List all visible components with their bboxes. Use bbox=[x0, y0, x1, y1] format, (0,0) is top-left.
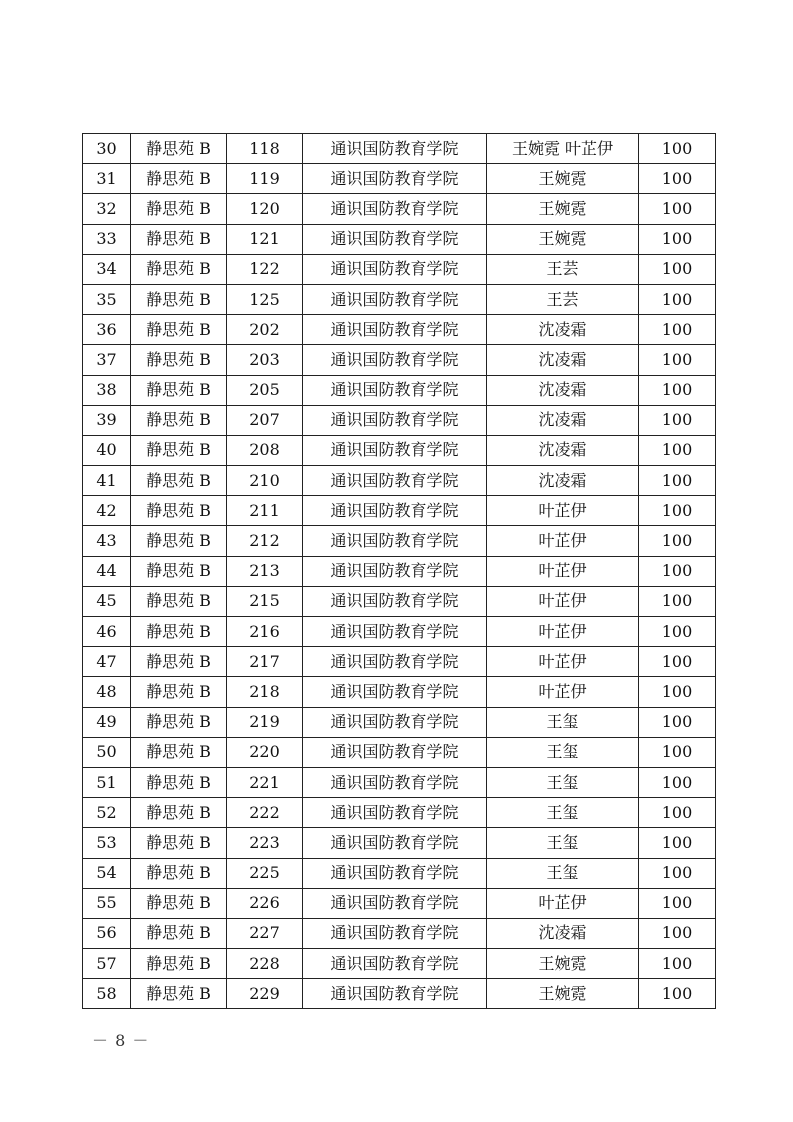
room-number-cell: 219 bbox=[227, 707, 303, 737]
table-row bbox=[83, 888, 716, 918]
building-cell: 静思苑 B bbox=[131, 828, 227, 858]
building-cell: 静思苑 B bbox=[131, 284, 227, 314]
score-cell: 100 bbox=[639, 526, 716, 556]
name-cell: 沈凌霜 bbox=[487, 345, 639, 375]
score-cell: 100 bbox=[639, 496, 716, 526]
room-number-cell: 228 bbox=[227, 949, 303, 979]
name-cell: 王玺 bbox=[487, 707, 639, 737]
building-cell: 静思苑 B bbox=[131, 345, 227, 375]
score-cell: 100 bbox=[639, 737, 716, 767]
college-cell: 通识国防教育学院 bbox=[303, 647, 487, 677]
room-number-cell: 122 bbox=[227, 254, 303, 284]
building-cell: 静思苑 B bbox=[131, 949, 227, 979]
name-cell: 叶芷伊 bbox=[487, 556, 639, 586]
building-cell: 静思苑 B bbox=[131, 435, 227, 465]
college-cell: 通识国防教育学院 bbox=[303, 345, 487, 375]
name-cell: 叶芷伊 bbox=[487, 677, 639, 707]
score-cell: 100 bbox=[639, 466, 716, 496]
name-cell: 王芸 bbox=[487, 254, 639, 284]
name-cell: 沈凌霜 bbox=[487, 315, 639, 345]
row-index-cell: 53 bbox=[83, 828, 131, 858]
row-index-cell: 46 bbox=[83, 617, 131, 647]
name-cell: 王婉霓 bbox=[487, 164, 639, 194]
name-cell: 王玺 bbox=[487, 858, 639, 888]
row-index-cell: 51 bbox=[83, 767, 131, 797]
building-cell: 静思苑 B bbox=[131, 677, 227, 707]
college-cell: 通识国防教育学院 bbox=[303, 858, 487, 888]
name-cell: 王婉霓 bbox=[487, 224, 639, 254]
table-row bbox=[83, 647, 716, 677]
row-index-cell: 32 bbox=[83, 194, 131, 224]
row-index-cell: 44 bbox=[83, 556, 131, 586]
table-row bbox=[83, 345, 716, 375]
score-cell: 100 bbox=[639, 134, 716, 164]
room-number-cell: 121 bbox=[227, 224, 303, 254]
name-cell: 叶芷伊 bbox=[487, 496, 639, 526]
name-cell: 沈凌霜 bbox=[487, 918, 639, 948]
room-number-cell: 208 bbox=[227, 435, 303, 465]
score-cell: 100 bbox=[639, 707, 716, 737]
room-number-cell: 227 bbox=[227, 918, 303, 948]
score-cell: 100 bbox=[639, 164, 716, 194]
row-index-cell: 37 bbox=[83, 345, 131, 375]
college-cell: 通识国防教育学院 bbox=[303, 798, 487, 828]
row-index-cell: 43 bbox=[83, 526, 131, 556]
building-cell: 静思苑 B bbox=[131, 375, 227, 405]
room-number-cell: 229 bbox=[227, 979, 303, 1009]
name-cell: 叶芷伊 bbox=[487, 617, 639, 647]
college-cell: 通识国防教育学院 bbox=[303, 707, 487, 737]
table-row bbox=[83, 405, 716, 435]
table-row bbox=[83, 224, 716, 254]
building-cell: 静思苑 B bbox=[131, 858, 227, 888]
college-cell: 通识国防教育学院 bbox=[303, 737, 487, 767]
row-index-cell: 36 bbox=[83, 315, 131, 345]
score-cell: 100 bbox=[639, 556, 716, 586]
building-cell: 静思苑 B bbox=[131, 164, 227, 194]
college-cell: 通识国防教育学院 bbox=[303, 224, 487, 254]
score-cell: 100 bbox=[639, 858, 716, 888]
table-row bbox=[83, 254, 716, 284]
score-cell: 100 bbox=[639, 254, 716, 284]
name-cell: 沈凌霜 bbox=[487, 405, 639, 435]
building-cell: 静思苑 B bbox=[131, 647, 227, 677]
building-cell: 静思苑 B bbox=[131, 405, 227, 435]
room-number-cell: 125 bbox=[227, 284, 303, 314]
college-cell: 通识国防教育学院 bbox=[303, 134, 487, 164]
name-cell: 王婉霓 bbox=[487, 979, 639, 1009]
table-row bbox=[83, 556, 716, 586]
building-cell: 静思苑 B bbox=[131, 767, 227, 797]
table-row bbox=[83, 496, 716, 526]
row-index-cell: 56 bbox=[83, 918, 131, 948]
room-number-cell: 217 bbox=[227, 647, 303, 677]
building-cell: 静思苑 B bbox=[131, 617, 227, 647]
score-cell: 100 bbox=[639, 949, 716, 979]
table-row bbox=[83, 617, 716, 647]
score-cell: 100 bbox=[639, 918, 716, 948]
table-row bbox=[83, 707, 716, 737]
row-index-cell: 31 bbox=[83, 164, 131, 194]
college-cell: 通识国防教育学院 bbox=[303, 496, 487, 526]
score-cell: 100 bbox=[639, 284, 716, 314]
score-cell: 100 bbox=[639, 345, 716, 375]
college-cell: 通识国防教育学院 bbox=[303, 194, 487, 224]
room-number-cell: 216 bbox=[227, 617, 303, 647]
name-cell: 王玺 bbox=[487, 798, 639, 828]
row-index-cell: 50 bbox=[83, 737, 131, 767]
table-row bbox=[83, 375, 716, 405]
table-row bbox=[83, 194, 716, 224]
score-cell: 100 bbox=[639, 767, 716, 797]
room-number-cell: 207 bbox=[227, 405, 303, 435]
room-number-cell: 221 bbox=[227, 767, 303, 797]
table-row bbox=[83, 586, 716, 616]
name-cell: 沈凌霜 bbox=[487, 466, 639, 496]
table-row bbox=[83, 677, 716, 707]
college-cell: 通识国防教育学院 bbox=[303, 405, 487, 435]
building-cell: 静思苑 B bbox=[131, 254, 227, 284]
score-cell: 100 bbox=[639, 617, 716, 647]
name-cell: 沈凌霜 bbox=[487, 375, 639, 405]
score-cell: 100 bbox=[639, 677, 716, 707]
name-cell: 叶芷伊 bbox=[487, 586, 639, 616]
college-cell: 通识国防教育学院 bbox=[303, 828, 487, 858]
room-number-cell: 215 bbox=[227, 586, 303, 616]
building-cell: 静思苑 B bbox=[131, 586, 227, 616]
college-cell: 通识国防教育学院 bbox=[303, 888, 487, 918]
room-number-cell: 225 bbox=[227, 858, 303, 888]
name-cell: 叶芷伊 bbox=[487, 647, 639, 677]
dormitory-table bbox=[82, 133, 716, 1009]
score-cell: 100 bbox=[639, 888, 716, 918]
table-row bbox=[83, 767, 716, 797]
row-index-cell: 38 bbox=[83, 375, 131, 405]
building-cell: 静思苑 B bbox=[131, 798, 227, 828]
score-cell: 100 bbox=[639, 647, 716, 677]
room-number-cell: 118 bbox=[227, 134, 303, 164]
room-number-cell: 218 bbox=[227, 677, 303, 707]
college-cell: 通识国防教育学院 bbox=[303, 435, 487, 465]
table-row bbox=[83, 466, 716, 496]
room-number-cell: 212 bbox=[227, 526, 303, 556]
college-cell: 通识国防教育学院 bbox=[303, 164, 487, 194]
score-cell: 100 bbox=[639, 405, 716, 435]
college-cell: 通识国防教育学院 bbox=[303, 617, 487, 647]
score-cell: 100 bbox=[639, 315, 716, 345]
building-cell: 静思苑 B bbox=[131, 496, 227, 526]
row-index-cell: 49 bbox=[83, 707, 131, 737]
building-cell: 静思苑 B bbox=[131, 315, 227, 345]
room-number-cell: 223 bbox=[227, 828, 303, 858]
table-row bbox=[83, 949, 716, 979]
row-index-cell: 30 bbox=[83, 134, 131, 164]
room-number-cell: 220 bbox=[227, 737, 303, 767]
name-cell: 叶芷伊 bbox=[487, 526, 639, 556]
row-index-cell: 57 bbox=[83, 949, 131, 979]
room-number-cell: 222 bbox=[227, 798, 303, 828]
building-cell: 静思苑 B bbox=[131, 194, 227, 224]
room-number-cell: 226 bbox=[227, 888, 303, 918]
college-cell: 通识国防教育学院 bbox=[303, 767, 487, 797]
room-number-cell: 119 bbox=[227, 164, 303, 194]
row-index-cell: 34 bbox=[83, 254, 131, 284]
room-number-cell: 202 bbox=[227, 315, 303, 345]
table-row bbox=[83, 918, 716, 948]
row-index-cell: 45 bbox=[83, 586, 131, 616]
college-cell: 通识国防教育学院 bbox=[303, 254, 487, 284]
building-cell: 静思苑 B bbox=[131, 737, 227, 767]
college-cell: 通识国防教育学院 bbox=[303, 979, 487, 1009]
score-cell: 100 bbox=[639, 375, 716, 405]
college-cell: 通识国防教育学院 bbox=[303, 586, 487, 616]
building-cell: 静思苑 B bbox=[131, 888, 227, 918]
table-row bbox=[83, 828, 716, 858]
table-row bbox=[83, 315, 716, 345]
college-cell: 通识国防教育学院 bbox=[303, 315, 487, 345]
building-cell: 静思苑 B bbox=[131, 224, 227, 254]
table-body bbox=[83, 134, 716, 1009]
room-number-cell: 213 bbox=[227, 556, 303, 586]
row-index-cell: 40 bbox=[83, 435, 131, 465]
room-number-cell: 203 bbox=[227, 345, 303, 375]
college-cell: 通识国防教育学院 bbox=[303, 677, 487, 707]
room-number-cell: 210 bbox=[227, 466, 303, 496]
row-index-cell: 41 bbox=[83, 466, 131, 496]
page-number: － 8 － bbox=[92, 1031, 150, 1050]
score-cell: 100 bbox=[639, 586, 716, 616]
score-cell: 100 bbox=[639, 979, 716, 1009]
score-cell: 100 bbox=[639, 828, 716, 858]
name-cell: 王芸 bbox=[487, 284, 639, 314]
row-index-cell: 52 bbox=[83, 798, 131, 828]
table-row bbox=[83, 164, 716, 194]
score-cell: 100 bbox=[639, 224, 716, 254]
college-cell: 通识国防教育学院 bbox=[303, 556, 487, 586]
building-cell: 静思苑 B bbox=[131, 556, 227, 586]
name-cell: 王婉霓 叶芷伊 bbox=[487, 134, 639, 164]
college-cell: 通识国防教育学院 bbox=[303, 918, 487, 948]
row-index-cell: 55 bbox=[83, 888, 131, 918]
table-row bbox=[83, 798, 716, 828]
score-cell: 100 bbox=[639, 435, 716, 465]
name-cell: 沈凌霜 bbox=[487, 435, 639, 465]
table-row bbox=[83, 284, 716, 314]
college-cell: 通识国防教育学院 bbox=[303, 375, 487, 405]
building-cell: 静思苑 B bbox=[131, 466, 227, 496]
row-index-cell: 35 bbox=[83, 284, 131, 314]
college-cell: 通识国防教育学院 bbox=[303, 526, 487, 556]
name-cell: 王婉霓 bbox=[487, 949, 639, 979]
table-row bbox=[83, 858, 716, 888]
row-index-cell: 58 bbox=[83, 979, 131, 1009]
name-cell: 王玺 bbox=[487, 767, 639, 797]
table-row bbox=[83, 737, 716, 767]
name-cell: 王婉霓 bbox=[487, 194, 639, 224]
name-cell: 王玺 bbox=[487, 737, 639, 767]
building-cell: 静思苑 B bbox=[131, 707, 227, 737]
college-cell: 通识国防教育学院 bbox=[303, 466, 487, 496]
table-row bbox=[83, 526, 716, 556]
row-index-cell: 39 bbox=[83, 405, 131, 435]
room-number-cell: 120 bbox=[227, 194, 303, 224]
row-index-cell: 42 bbox=[83, 496, 131, 526]
row-index-cell: 54 bbox=[83, 858, 131, 888]
college-cell: 通识国防教育学院 bbox=[303, 949, 487, 979]
building-cell: 静思苑 B bbox=[131, 526, 227, 556]
name-cell: 叶芷伊 bbox=[487, 888, 639, 918]
building-cell: 静思苑 B bbox=[131, 918, 227, 948]
table-row bbox=[83, 979, 716, 1009]
score-cell: 100 bbox=[639, 798, 716, 828]
name-cell: 王玺 bbox=[487, 828, 639, 858]
row-index-cell: 48 bbox=[83, 677, 131, 707]
room-number-cell: 211 bbox=[227, 496, 303, 526]
row-index-cell: 33 bbox=[83, 224, 131, 254]
score-cell: 100 bbox=[639, 194, 716, 224]
building-cell: 静思苑 B bbox=[131, 979, 227, 1009]
building-cell: 静思苑 B bbox=[131, 134, 227, 164]
row-index-cell: 47 bbox=[83, 647, 131, 677]
table-row bbox=[83, 435, 716, 465]
college-cell: 通识国防教育学院 bbox=[303, 284, 487, 314]
table-row bbox=[83, 134, 716, 164]
room-number-cell: 205 bbox=[227, 375, 303, 405]
